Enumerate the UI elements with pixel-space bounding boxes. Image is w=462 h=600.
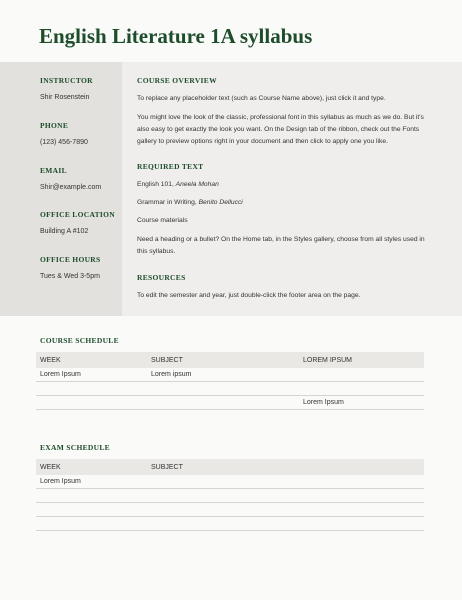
table-cell	[36, 503, 147, 517]
resources-text: To edit the semester and year, just double-click the footer area on the page.	[137, 292, 361, 299]
table-cell: Lorem ipsum	[147, 368, 299, 382]
table-cell: Lorem Ipsum	[36, 475, 147, 489]
required-text-note: Need a heading or a bullet? On the Home tab, in the Styles gallery, choose from all styles used in this syllabus.	[137, 236, 425, 255]
table-cell	[147, 475, 299, 489]
table-header-row	[36, 352, 424, 368]
table-row	[36, 475, 424, 489]
contact-sidebar	[0, 62, 122, 316]
table-header-row	[36, 459, 424, 475]
table-cell	[147, 396, 299, 410]
phone-label: PHONE	[40, 121, 69, 130]
resources-heading: RESOURCES	[137, 273, 186, 282]
table-row	[36, 517, 424, 531]
table-cell	[299, 368, 424, 382]
course-schedule-table	[36, 352, 424, 410]
table-cell	[147, 489, 299, 503]
required-text-item-3: Course materials	[137, 217, 188, 224]
required-text-heading: REQUIRED TEXT	[137, 162, 204, 171]
column-header	[299, 459, 424, 475]
table-cell: Lorem Ipsum	[299, 396, 424, 410]
book-author: Aneela Mohan	[175, 181, 219, 188]
table-cell	[299, 475, 424, 489]
office-hours-section	[40, 255, 100, 280]
table-cell	[299, 382, 424, 396]
instructor-section	[40, 76, 93, 101]
overview-paragraph-1: To replace any placeholder text (such as Course Name above), just click it and type.	[137, 95, 386, 102]
table-row	[36, 489, 424, 503]
column-header: LOREM IPSUM	[299, 352, 424, 368]
table-cell	[299, 489, 424, 503]
instructor-label: INSTRUCTOR	[40, 76, 93, 85]
course-schedule-heading: COURSE SCHEDULE	[40, 336, 119, 345]
email-label: EMAIL	[40, 166, 67, 175]
exam-schedule-table	[36, 459, 424, 531]
table-row	[36, 396, 424, 410]
office-location-value: Building A #102	[40, 228, 89, 235]
book-title: Grammar in Writing,	[137, 199, 199, 206]
exam-schedule-heading: EXAM SCHEDULE	[40, 443, 110, 452]
course-overview-heading: COURSE OVERVIEW	[137, 76, 217, 85]
table-cell	[36, 517, 147, 531]
column-header: SUBJECT	[147, 352, 299, 368]
table-cell	[36, 382, 147, 396]
table-cell: Lorem Ipsum	[36, 368, 147, 382]
office-hours-label: OFFICE HOURS	[40, 255, 101, 264]
document-title: English Literature 1A syllabus	[39, 24, 313, 48]
office-location-section	[40, 210, 115, 235]
table-cell	[147, 382, 299, 396]
column-header: WEEK	[36, 352, 147, 368]
table-cell	[36, 396, 147, 410]
table-cell	[147, 517, 299, 531]
column-header: SUBJECT	[147, 459, 299, 475]
table-cell	[299, 517, 424, 531]
required-text-item-2	[137, 197, 427, 209]
table-cell	[147, 503, 299, 517]
phone-section	[40, 121, 88, 146]
table-row	[36, 368, 424, 382]
overview-paragraph-2: You might love the look of the classic, professional font in this syllabus as much as we do. But it's also easy to get exactly the look you want. On the Design tab of the ribbon, check out the Fonts gallery to preview options right in your document and then click to apply one you like.	[137, 114, 424, 145]
column-header: WEEK	[36, 459, 147, 475]
table-row	[36, 503, 424, 517]
email-value: Shir@example.com	[40, 184, 102, 191]
book-title: English 101,	[137, 181, 176, 188]
table-row	[36, 382, 424, 396]
office-location-label: OFFICE LOCATION	[40, 210, 115, 219]
office-hours-value: Tues & Wed 3-5pm	[40, 273, 100, 280]
table-cell	[299, 503, 424, 517]
required-text-item-1	[137, 179, 427, 191]
book-author: Benito Dellucci	[198, 199, 243, 206]
phone-value: (123) 456-7890	[40, 139, 88, 146]
email-section	[40, 166, 101, 191]
instructor-value: Shir Rosenstein	[40, 94, 90, 101]
table-cell	[36, 489, 147, 503]
